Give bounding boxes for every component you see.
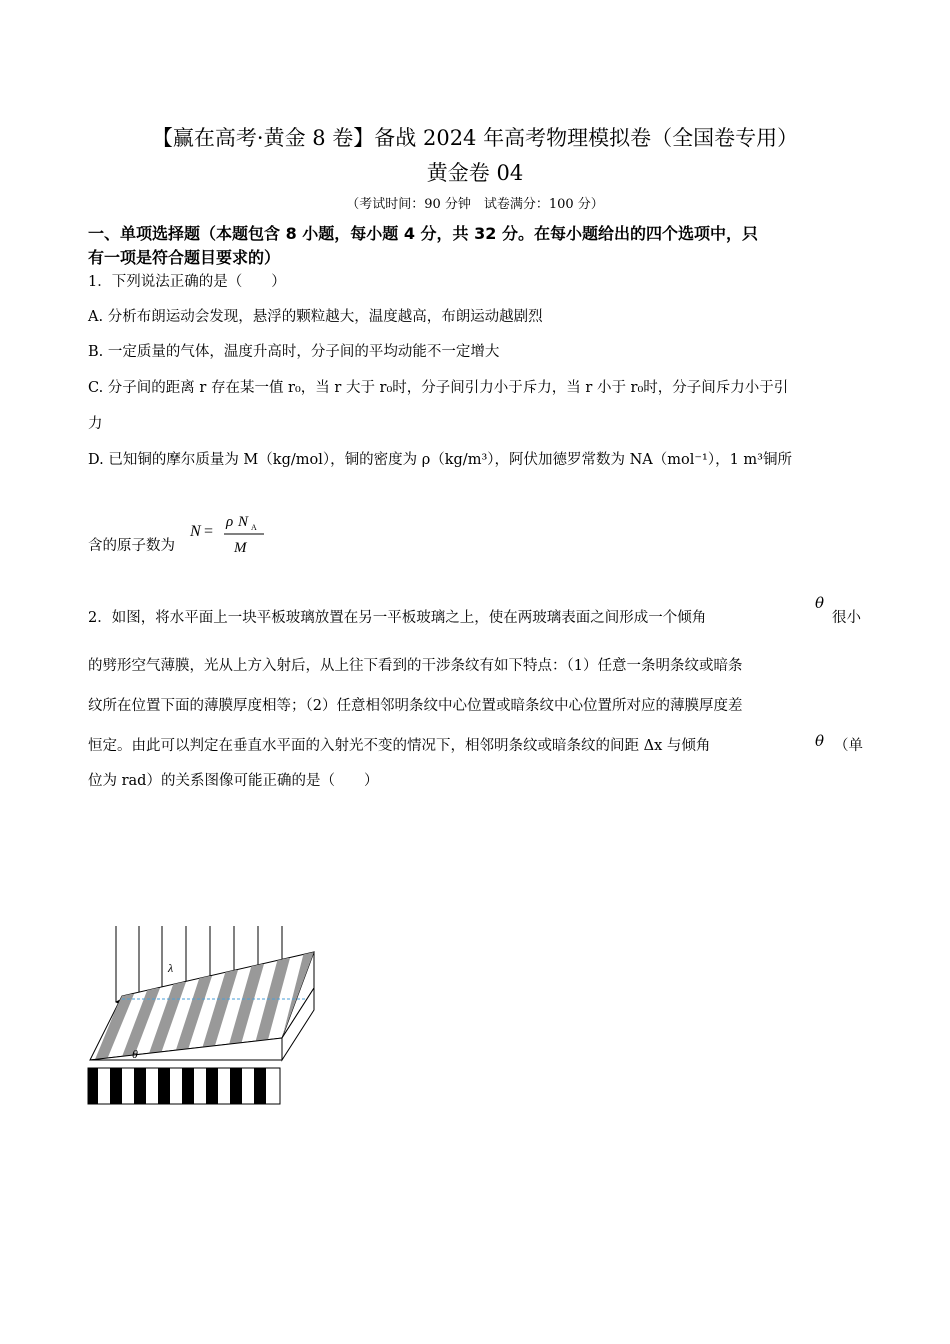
q2-line5: 位为 rad）的关系图像可能正确的是（ ） [88, 773, 379, 789]
formula-eq: = [204, 523, 214, 540]
q2-line2: 的劈形空气薄膜，光从上方入射后，从上往下看到的干涉条纹有如下特点：（1）任意一条明条纹或暗条 [88, 658, 743, 674]
page-title: 【赢在高考·黄金 8 卷】备战 2024 年高考物理模拟卷（全国卷专用） [151, 126, 799, 150]
air-wedge-figure [86, 922, 322, 1108]
q1-option-d-line2: 含的原子数为 [88, 538, 175, 554]
q2-line3: 纹所在位置下面的薄膜厚度相等；（2）任意相邻明条纹中心位置或暗条纹中心位置所对应的薄膜厚度差 [88, 698, 743, 714]
q1-option-b: B. 一定质量的气体，温度升高时，分子间的平均动能不一定增大 [88, 344, 500, 360]
q2-theta-1: θ [815, 594, 825, 612]
formula-numerator-n: N [238, 514, 249, 530]
q1-option-c-line1: C. 分子间的距离 r 存在某一值 r₀，当 r 大于 r₀时，分子间引力小于斥力，当 r 小于 r₀时，分子间斥力小于引 [88, 380, 789, 396]
q1-option-a: A. 分析布朗运动会发现，悬浮的颗粒越大，温度越高，布朗运动越剧烈 [88, 309, 543, 325]
exam-info: （考试时间：90 分钟 试卷满分：100 分） [346, 197, 604, 212]
q1-stem: 1．下列说法正确的是（ ） [88, 274, 286, 290]
formula-denominator: M [234, 540, 247, 556]
q2-line1a: 2．如图，将水平面上一块平板玻璃放置在另一平板玻璃之上，使在两玻璃表面之间形成一个倾角 [88, 610, 707, 626]
q2-theta-2: θ [815, 732, 825, 750]
formula-numerator-sub: A [251, 523, 257, 532]
page-subtitle: 黄金卷 04 [426, 161, 524, 185]
q1-option-c-line2: 力 [88, 416, 103, 432]
section-heading [88, 222, 868, 270]
theta-label: θ [132, 1047, 138, 1061]
q2-line4b: （单 [834, 738, 863, 754]
q2-line4a: 恒定。由此可以判定在垂直水平面的入射光不变的情况下，相邻明条纹或暗条纹的间距 Δx 与倾角 [88, 738, 711, 754]
formula-rho: ρ [226, 514, 234, 530]
q2-line1b: 很小 [832, 610, 861, 626]
q1-option-d-line1: D. 已知铜的摩尔质量为 M（kg/mol），铜的密度为 ρ（kg/m³），阿伏加德罗常数为 NA（mol⁻¹），1 m³铜所 [88, 452, 792, 468]
section-heading-line1: 一、单项选择题（本题包含 8 小题，每小题 4 分，共 32 分。在每小题给出的四个选项中，只 [88, 224, 758, 243]
interference-fringes [88, 1068, 280, 1104]
section-heading-line2: 有一项是符合题目要求的） [88, 248, 281, 267]
atom-count-formula [188, 508, 278, 558]
formula-lhs: N [190, 523, 201, 540]
lambda-label: λ [168, 961, 174, 975]
